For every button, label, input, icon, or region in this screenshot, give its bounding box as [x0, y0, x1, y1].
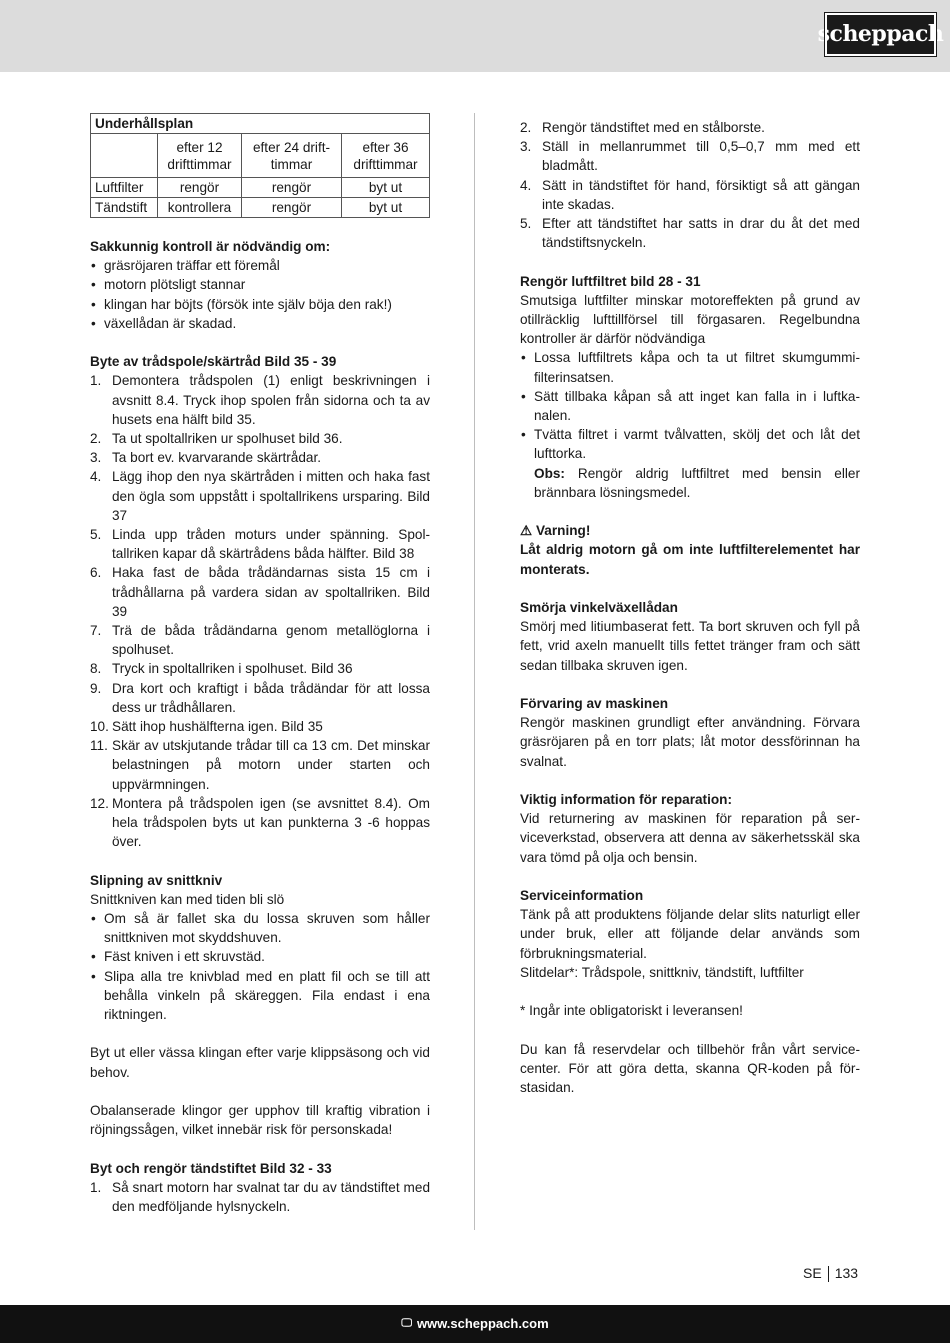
table-title: Underhållsplan: [91, 114, 430, 134]
list-item: 3. Ta bort ev. kvarvarande skärtrådar.: [90, 450, 322, 466]
list-item: • Lossa luftfiltrets kåpa och ta ut filtret skumgummifilterinsatsen.: [521, 350, 860, 385]
section-heading: Förvaring av maskinen: [520, 696, 669, 712]
list-item: 11. Skär av utskjutande trådar till ca 13 cm. Det minskar belastningen på motorn under starten och uppvärmningen.: [90, 738, 430, 792]
list-item: 8. Tryck in spoltallriken i spolhuset. Bild 36: [90, 661, 353, 677]
list-item: 2. Ta ut spoltallriken ur spolhuset bild 36.: [90, 431, 343, 447]
list-item: • klingan har böjts (försök inte själv böja den rak!): [91, 296, 392, 312]
air-filter-section: [520, 272, 860, 502]
list-item: • Sätt tillbaka kåpan så att inget kan falla in i luftkanalen.: [521, 388, 860, 424]
section-heading: Serviceinformation: [520, 888, 644, 904]
separator: [828, 1266, 829, 1282]
table-cell: rengör: [242, 198, 342, 218]
list-item: 1. Så snart motorn har svalnat tar du av tändstiftet med den medföljande hylsnyckeln.: [90, 1179, 430, 1215]
list-item: 6. Haka fast de båda trådändarnas sista 15 cm i trådhållarna på vardera sidan av spoltallriken. Bild 39: [90, 565, 430, 619]
numbered-list: [90, 1178, 430, 1216]
list-item: 7. Trä de båda trådändarna genom metallöglorna i spolhuset.: [90, 623, 430, 658]
list-item: 4. Lägg ihop den nya skärtråden i mitten och haka fast den ögla som uppstått i spoltallrikens ursparing. Bild 37: [90, 469, 430, 523]
service-info-section: [520, 886, 860, 982]
bullet-list: [520, 348, 860, 463]
column-divider: [474, 113, 475, 1230]
table-cell: kontrollera: [158, 198, 242, 218]
page-number: [803, 1264, 858, 1283]
paragraph: Snittkniven kan med tiden bli slö: [90, 891, 285, 907]
row-label: Tändstift: [91, 198, 158, 218]
blade-sharpening-section: [90, 871, 430, 1025]
section-heading: Slipning av snittkniv: [90, 872, 223, 888]
paragraph: Vid returnering av maskinen för reparation på serviceverkstad, observera att denna av säkerhetsskäl ska vara tömd på olja och bensin.: [520, 811, 860, 865]
spool-replacement-section: [90, 352, 430, 851]
note: [520, 464, 860, 502]
list-item: 12. Montera på trådspolen igen (se avsnittet 8.4). Om hela trådspolen byts ut kan punkterna 3 -6 hoppas över.: [90, 795, 430, 850]
section-heading: Sakkunnig kontroll är nödvändig om:: [90, 239, 331, 254]
paragraph: Slitdelar*: Trådspole, snittkniv, tändstift, luftfilter: [520, 964, 804, 980]
warning-title: Varning!: [535, 523, 591, 539]
paragraph: Obalanserade klingor ger upphov till kraftig vibration i röjningssågen, vilket innebär risk för personskada!: [90, 1103, 430, 1138]
right-column: [520, 118, 860, 1097]
list-item: • Slipa alla tre knivblad med en platt fil och se till att behålla vinkeln på skäreggen. Fila endast i ena riktningen.: [91, 968, 430, 1023]
list-item: 5. Linda upp tråden moturs under spänning. Spoltallriken kapar då skärtrådens båda hälfter. Bild 38: [90, 527, 430, 562]
list-item: • gräsröjaren träffar ett föremål: [91, 258, 280, 274]
page-num: 133: [834, 1265, 859, 1281]
list-item: 5. Efter att tändstiftet har satts in drar du åt det med tändstiftsnyckeln.: [520, 216, 860, 251]
storage-section: [520, 694, 860, 771]
table-row: [91, 198, 430, 218]
list-item: 10. Sätt ihop hushälfterna igen. Bild 35: [90, 719, 323, 735]
note-label: Obs:: [534, 465, 565, 481]
column-header: efter 12 drifttimmar: [158, 134, 242, 178]
warning-block: [520, 521, 860, 579]
paragraph: Smörj med litiumbaserat fett. Ta bort skruven och fyll på fett, vrid axeln manuellt tills fettet tränger fram och sätt sedan tillbaka skruven igen.: [520, 619, 860, 673]
language-code: SE: [803, 1265, 822, 1281]
list-item: • växellådan är skadad.: [91, 315, 237, 331]
brand-logo: [817, 13, 944, 56]
list-item: 9. Dra kort och kraftigt i båda trådändar för att lossa dess ur trådhållaren.: [90, 680, 430, 715]
spark-plug-section: [90, 1159, 430, 1217]
paragraph: Du kan få reservdelar och tillbehör från vårt servicecenter. För att göra detta, skanna QR-koden på förstasidan.: [520, 1041, 860, 1096]
paragraph: Byt ut eller vässa klingan efter varje klippsäsong och vid behov.: [90, 1045, 430, 1080]
list-item: • Fäst kniven i ett skruvstäd.: [91, 949, 265, 965]
note-text: Rengör aldrig luftfiltret med bensin eller brännbara lösningsmedel.: [534, 465, 860, 500]
column-header: efter 36 drifttimmar: [342, 134, 430, 178]
list-item: 3. Ställ in mellanrummet till 0,5–0,7 mm med ett bladmått.: [520, 139, 860, 174]
table-cell: byt ut: [342, 178, 430, 198]
section-heading: Byte av trådspole/skärtråd Bild 35 - 39: [90, 354, 337, 370]
table-cell: rengör: [158, 178, 242, 198]
footnote: * Ingår inte obligatoriskt i leveransen!: [520, 1003, 743, 1019]
maintenance-table: [90, 113, 430, 218]
table-row: [91, 178, 430, 198]
gearbox-lubrication-section: [520, 598, 860, 675]
list-item: • Om så är fallet ska du lossa skruven som håller snittkniven mot skyddshuven.: [91, 911, 430, 946]
numbered-list: [90, 371, 430, 851]
website-link[interactable]: www.scheppach.com: [416, 1316, 549, 1332]
paragraph: Rengör maskinen grundligt efter användning. Förvara gräsröjaren på en torr plats; låt motor dessförinnan ha svalnat.: [520, 715, 860, 769]
expert-check-section: [90, 237, 430, 333]
left-column: [90, 113, 430, 1216]
repair-info-section: [520, 790, 860, 867]
section-heading: Rengör luftfiltret bild 28 - 31: [520, 273, 701, 289]
numbered-list: [520, 118, 860, 252]
list-item: • motorn plötsligt stannar: [91, 277, 246, 293]
bullet-list: [90, 256, 430, 333]
section-heading: Smörja vinkelväxellådan: [520, 600, 678, 616]
table-corner: [91, 134, 158, 178]
warning-text: Låt aldrig motorn gå om inte luftfilterelementet har monterats.: [520, 542, 860, 577]
header-band: [0, 0, 950, 72]
section-heading: Viktig information för reparation:: [520, 792, 732, 808]
table-cell: byt ut: [342, 198, 430, 218]
paragraph: Smutsiga luftfilter minskar motoreffekten på grund av otillräcklig lufttillförsel till förgasaren. Regelbundna kontroller är därför nödvändiga: [520, 292, 860, 347]
list-item: 2. Rengör tändstiftet med en stålborste.: [520, 120, 765, 135]
list-item: 4. Sätt in tändstiftet för hand, försiktigt så att gängan inte skadas.: [520, 177, 860, 212]
column-header: efter 24 drift-timmar: [242, 134, 342, 178]
row-label: Luftfilter: [91, 178, 158, 198]
footer-band: [0, 1305, 950, 1343]
brand-name: scheppach: [817, 20, 944, 47]
monitor-icon: 🖵: [401, 1317, 412, 1330]
section-heading: Byt och rengör tändstiftet Bild 32 - 33: [90, 1160, 332, 1176]
paragraph: Tänk på att produktens följande delar slits naturligt eller under bruk, eller att följande delar används som förbrukningsmaterial.: [520, 907, 860, 961]
bullet-list: [90, 909, 430, 1024]
table-cell: rengör: [242, 178, 342, 198]
warning-icon: ⚠: [520, 523, 533, 539]
list-item: • Tvätta filtret i varmt tvålvatten, skölj det och låt det lufttorka.: [521, 427, 860, 462]
list-item: 1. Demontera trådspolen (1) enligt beskrivningen i avsnitt 8.4. Tryck ihop spolen från sidorna och ta av husets ena hälft bild 35.: [90, 373, 430, 427]
